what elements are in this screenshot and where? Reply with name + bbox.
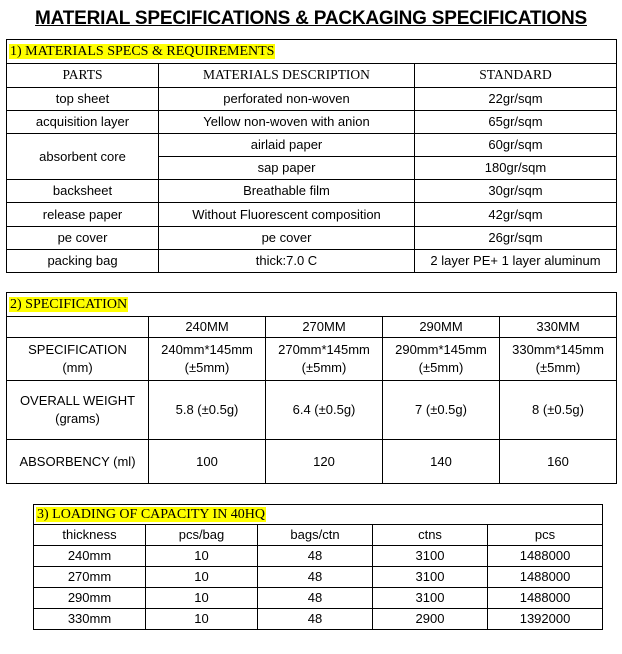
loading-header: thickness [34, 525, 146, 546]
loading-header: ctns [373, 525, 488, 546]
loading-cell: 10 [146, 588, 258, 609]
loading-table [33, 504, 603, 630]
spec-value-cell [500, 338, 617, 381]
loading-cell: 1488000 [488, 567, 603, 588]
part-cell: backsheet [7, 180, 159, 203]
part-cell: release paper [7, 203, 159, 227]
description-cell: airlaid paper [159, 134, 415, 157]
spec-tolerance: (±5mm) [418, 360, 464, 375]
loading-cell: 3100 [373, 546, 488, 567]
size-header: 240MM [149, 317, 266, 338]
loading-cell: 10 [146, 546, 258, 567]
specification-table [6, 292, 617, 484]
part-cell: acquisition layer [7, 111, 159, 134]
standard-cell: 60gr/sqm [415, 134, 617, 157]
part-cell: pe cover [7, 227, 159, 250]
size-header: 270MM [266, 317, 383, 338]
weight-cell: 5.8 (±0.5g) [149, 381, 266, 440]
loading-cell: 330mm [34, 609, 146, 630]
standard-cell: 22gr/sqm [415, 88, 617, 111]
spec-tolerance: (±5mm) [184, 360, 230, 375]
spec-label-unit: (mm) [62, 360, 93, 375]
loading-heading-cell [34, 505, 603, 525]
spec-label: SPECIFICATION [28, 342, 127, 358]
absorbency-label: ABSORBENCY (ml) [7, 440, 149, 484]
description-cell: pe cover [159, 227, 415, 250]
part-cell: packing bag [7, 250, 159, 273]
spec-value: 330mm*145mm [512, 342, 604, 358]
loading-header: pcs/bag [146, 525, 258, 546]
description-cell: sap paper [159, 157, 415, 180]
col-description: MATERIALS DESCRIPTION [159, 64, 415, 88]
loading-cell: 270mm [34, 567, 146, 588]
empty-cell [7, 317, 149, 338]
weight-cell: 7 (±0.5g) [383, 381, 500, 440]
loading-cell: 48 [258, 609, 373, 630]
spec-heading: 2) SPECIFICATION [10, 296, 128, 312]
loading-cell: 1488000 [488, 588, 603, 609]
loading-header: pcs [488, 525, 603, 546]
loading-cell: 1392000 [488, 609, 603, 630]
spec-value-cell [383, 338, 500, 381]
description-cell: Without Fluorescent composition [159, 203, 415, 227]
loading-cell: 48 [258, 588, 373, 609]
standard-cell: 2 layer PE+ 1 layer aluminum [415, 250, 617, 273]
absorbency-cell: 160 [500, 440, 617, 484]
materials-heading: 1) MATERIALS SPECS & REQUIREMENTS [10, 43, 275, 59]
standard-cell: 65gr/sqm [415, 111, 617, 134]
size-header: 330MM [500, 317, 617, 338]
description-cell: perforated non-woven [159, 88, 415, 111]
loading-cell: 290mm [34, 588, 146, 609]
loading-cell: 1488000 [488, 546, 603, 567]
loading-cell: 3100 [373, 567, 488, 588]
spec-value: 270mm*145mm [278, 342, 370, 358]
part-cell: absorbent core [7, 134, 159, 180]
loading-cell: 240mm [34, 546, 146, 567]
materials-table [6, 39, 617, 273]
spec-heading-cell [7, 293, 617, 317]
size-header: 290MM [383, 317, 500, 338]
absorbency-cell: 120 [266, 440, 383, 484]
spec-value: 240mm*145mm [161, 342, 253, 358]
description-cell: thick:7.0 C [159, 250, 415, 273]
col-standard: STANDARD [415, 64, 617, 88]
loading-heading: 3) LOADING OF CAPACITY IN 40HQ [37, 506, 266, 522]
standard-cell: 30gr/sqm [415, 180, 617, 203]
weight-cell: 6.4 (±0.5g) [266, 381, 383, 440]
loading-cell: 10 [146, 567, 258, 588]
standard-cell: 26gr/sqm [415, 227, 617, 250]
loading-cell: 48 [258, 546, 373, 567]
weight-label-unit: (grams) [55, 411, 100, 426]
weight-label-cell [7, 381, 149, 440]
loading-cell: 3100 [373, 588, 488, 609]
description-cell: Breathable film [159, 180, 415, 203]
spec-value: 290mm*145mm [395, 342, 487, 358]
description-cell: Yellow non-woven with anion [159, 111, 415, 134]
spec-label-cell [7, 338, 149, 381]
col-parts: PARTS [7, 64, 159, 88]
spec-value-cell [149, 338, 266, 381]
weight-cell: 8 (±0.5g) [500, 381, 617, 440]
absorbency-cell: 100 [149, 440, 266, 484]
loading-cell: 10 [146, 609, 258, 630]
spec-value-cell [266, 338, 383, 381]
absorbency-cell: 140 [383, 440, 500, 484]
loading-cell: 2900 [373, 609, 488, 630]
materials-heading-cell [7, 40, 617, 64]
spec-tolerance: (±5mm) [301, 360, 347, 375]
standard-cell: 42gr/sqm [415, 203, 617, 227]
weight-label: OVERALL WEIGHT [19, 393, 136, 409]
loading-cell: 48 [258, 567, 373, 588]
page-title: MATERIAL SPECIFICATIONS & PACKAGING SPECIFICATIONS [35, 8, 587, 29]
part-cell: top sheet [7, 88, 159, 111]
standard-cell: 180gr/sqm [415, 157, 617, 180]
loading-header: bags/ctn [258, 525, 373, 546]
spec-tolerance: (±5mm) [535, 360, 581, 375]
